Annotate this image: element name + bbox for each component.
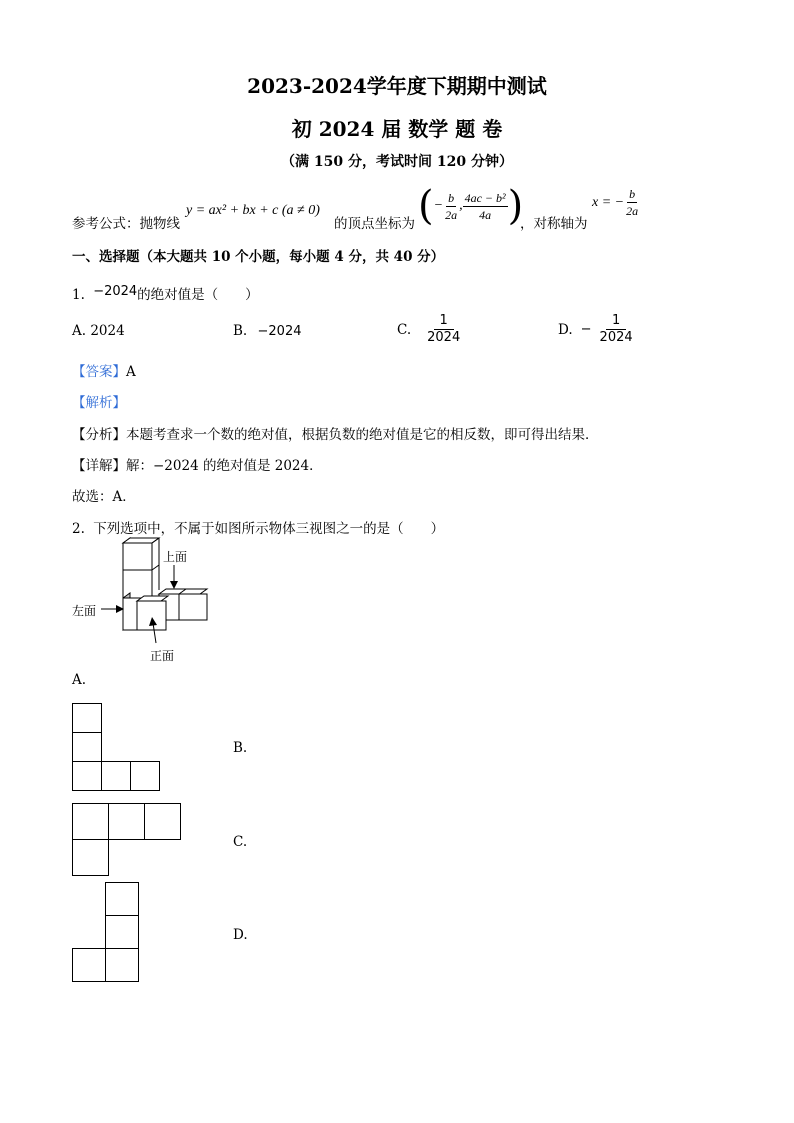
answer-value: A [126,364,136,380]
option-a-figure [72,703,172,803]
q1-answer [72,360,136,380]
section-heading: 一、选择题（本大题共 10 个小题，每小题 4 分，共 40 分） [72,249,445,265]
exam-title: 2023-2024学年度下期期中测试 [247,74,547,98]
q1-option-b: B. −2024 [233,323,302,339]
q2-number: 2. [72,521,85,537]
q2-option-a-label: A. [72,672,87,688]
label-top-view: 上面 [163,550,188,564]
option-c-figure [72,882,152,992]
axis-label: ，对称轴为 [520,216,588,232]
xiangjie-tag: 【详解】 [72,458,126,474]
vertex-x-numerator: b [448,190,455,205]
q2-stem [72,517,444,537]
q1-stem [72,283,259,303]
fenxi-tag: 【分析】 [72,427,126,443]
analysis-tag: 【解析】 [72,395,126,411]
q2-option-b-label: B. [233,740,248,756]
q1-option-c: C. $\frac{1}{2024}$ [397,313,461,345]
fenxi-text: 本题考查求一个数的绝对值，根据负数的绝对值是它的相反数，即可得出结果． [126,427,599,443]
vertex-label: 的顶点坐标为 [334,216,415,232]
q2-option-c-label: C. [233,834,248,850]
q1-fenxi [72,423,599,443]
q2-question: 下列选项中，不属于如图所示物体三视图之一的是（ ） [93,521,445,537]
formula-prefix: 参考公式：抛物线 [72,216,180,232]
vertex-coordinates: ( − $\frac{b}{2a}$ , $\frac{\text{4ac − b²}}{4a}$ ) [418,183,524,229]
vertex-x-denominator: 2a [445,207,458,222]
vertex-y-numerator: 4ac − b² [464,190,506,205]
axis-formula [592,186,640,219]
q2-option-d-label: D. [233,927,248,943]
label-left-view: 左面 [72,604,97,618]
xiangjie-text: 解：−2024 的绝对值是 2024． [126,458,323,474]
label-front-view: 正面 [150,649,175,663]
axis-denominator: 2a [626,204,639,218]
parabola-formula: y = ax² + bx + c (a ≠ 0) [186,203,320,218]
exam-subtitle: 初 2024 届 数学 题 卷 [291,117,503,141]
q1-question: 的绝对值是（ ） [137,287,259,303]
q1-option-d: D. − $\frac{1}{2024}$ [558,313,633,345]
axis-lhs: x = − [592,194,625,210]
q1-xiangjie [72,454,323,474]
cube-object-figure [68,535,218,665]
q1-expression: −2024 [93,284,138,299]
q1-choice: 故选：A． [72,489,136,505]
option-b-figure [72,803,192,883]
q1-option-a: A. 2024 [72,323,125,339]
vertex-y-denominator: 4a [479,207,492,222]
axis-numerator: b [629,187,636,201]
exam-info: （满 150 分，考试时间 120 分钟） [281,154,513,170]
answer-tag: 【答案】 [72,364,126,380]
q1-number: 1. [72,287,85,303]
